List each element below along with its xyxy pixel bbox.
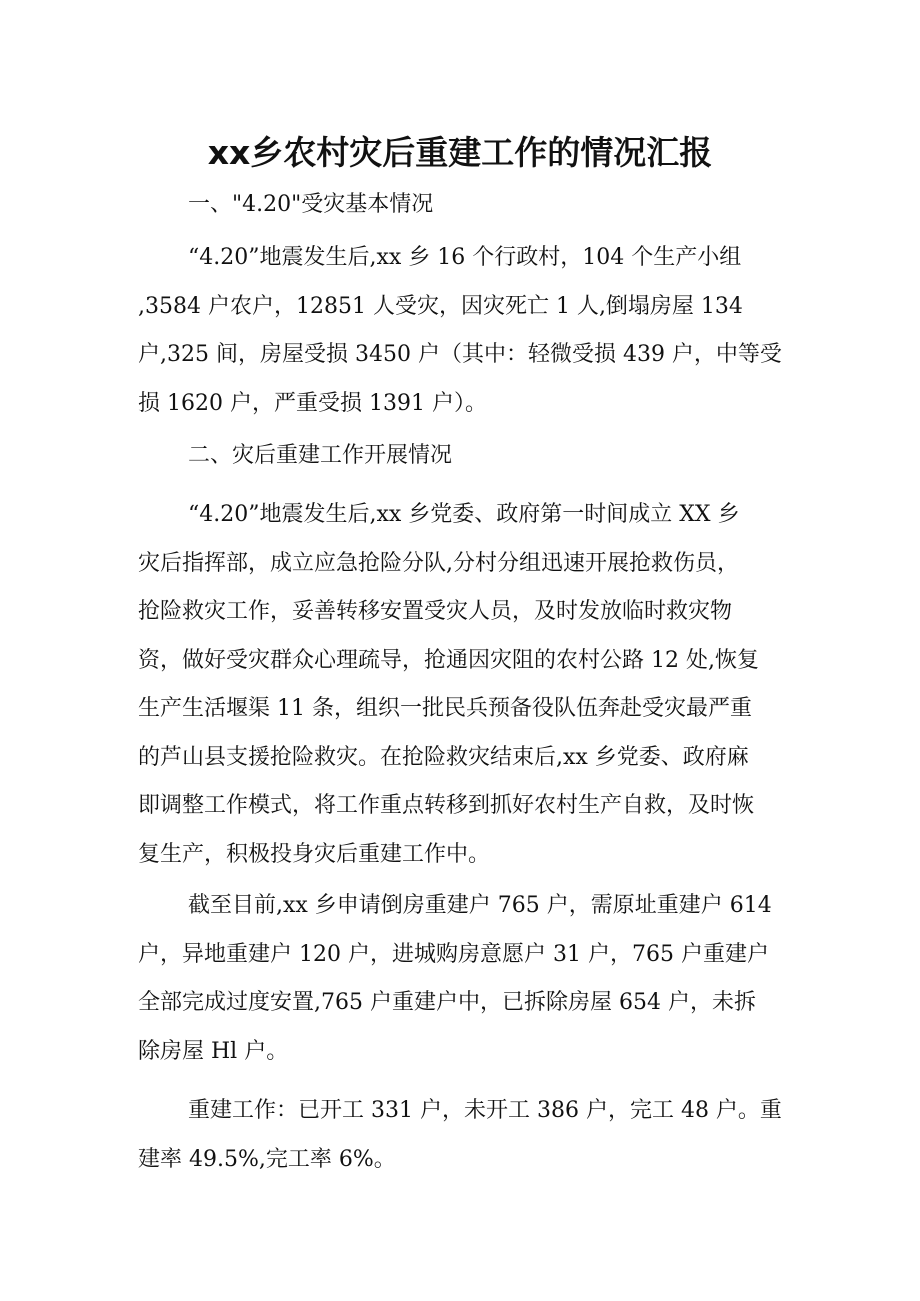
document-title: xx乡农村灾后重建工作的情况汇报: [207, 133, 713, 172]
section-2-heading: 二、灾后重建工作开展情况: [188, 443, 453, 468]
paragraph-line: 灾后指挥部，成立应急抢险分队,分村分组迅速开展抢救伤员，: [138, 550, 739, 576]
section-2-paragraph-2: [138, 882, 788, 1076]
paragraph-line: ,3584 户农户，12851 人受灾，因灾死亡 1 人,倒塌房屋 134: [138, 293, 743, 319]
paragraph-line: 抢险救灾工作，妥善转移安置受灾人员，及时发放临时救灾物: [138, 599, 733, 624]
paragraph-line: 的芦山县支援抢险救灾。在抢险救灾结束后,xx 乡党委、政府麻: [138, 744, 749, 770]
paragraph-line: 除房屋 Hl 户。: [138, 1038, 289, 1064]
section-2-paragraph-1: [138, 491, 788, 879]
paragraph-line: 户,325 间，房屋受损 3450 户（其中：轻微受损 439 户，中等受: [138, 342, 782, 367]
paragraph-line: “4.20”地震发生后,xx 乡党委、政府第一时间成立 XX 乡: [188, 502, 740, 527]
paragraph-line: 户，异地重建户 120 户，进城购房意愿户 31 户，765 户重建户: [138, 941, 769, 967]
paragraph-line: 全部完成过度安置,765 户重建户中，已拆除房屋 654 户，未拆: [138, 990, 756, 1015]
section-1-paragraph: [138, 234, 788, 428]
paragraph-line: “4.20”地震发生后,xx 乡 16 个行政村，104 个生产小组: [188, 245, 742, 270]
section-1-heading: 一、"4.20"受灾基本情况: [188, 192, 434, 217]
paragraph-line: 资，做好受灾群众心理疏导，抢通因灾阻的农村公路 12 处,恢复: [138, 647, 759, 673]
paragraph-line: 损 1620 户，严重受损 1391 户）。: [138, 390, 487, 416]
paragraph-line: 即调整工作模式，将工作重点转移到抓好农村生产自救，及时恢: [138, 793, 755, 818]
paragraph-line: 生产生活堰渠 11 条，组织一批民兵预备役队伍奔赴受灾最严重: [138, 696, 752, 721]
paragraph-line: 复生产，积极投身灾后重建工作中。: [138, 841, 491, 867]
paragraph-line: 建率 49.5%,完工率 6%。: [138, 1146, 396, 1172]
paragraph-line: 截至目前,xx 乡申请倒房重建户 765 户，需原址重建户 614: [188, 893, 772, 918]
section-2-paragraph-3: [138, 1087, 788, 1184]
paragraph-line: 重建工作：已开工 331 户，未开工 386 户，完工 48 户。重: [188, 1098, 782, 1123]
